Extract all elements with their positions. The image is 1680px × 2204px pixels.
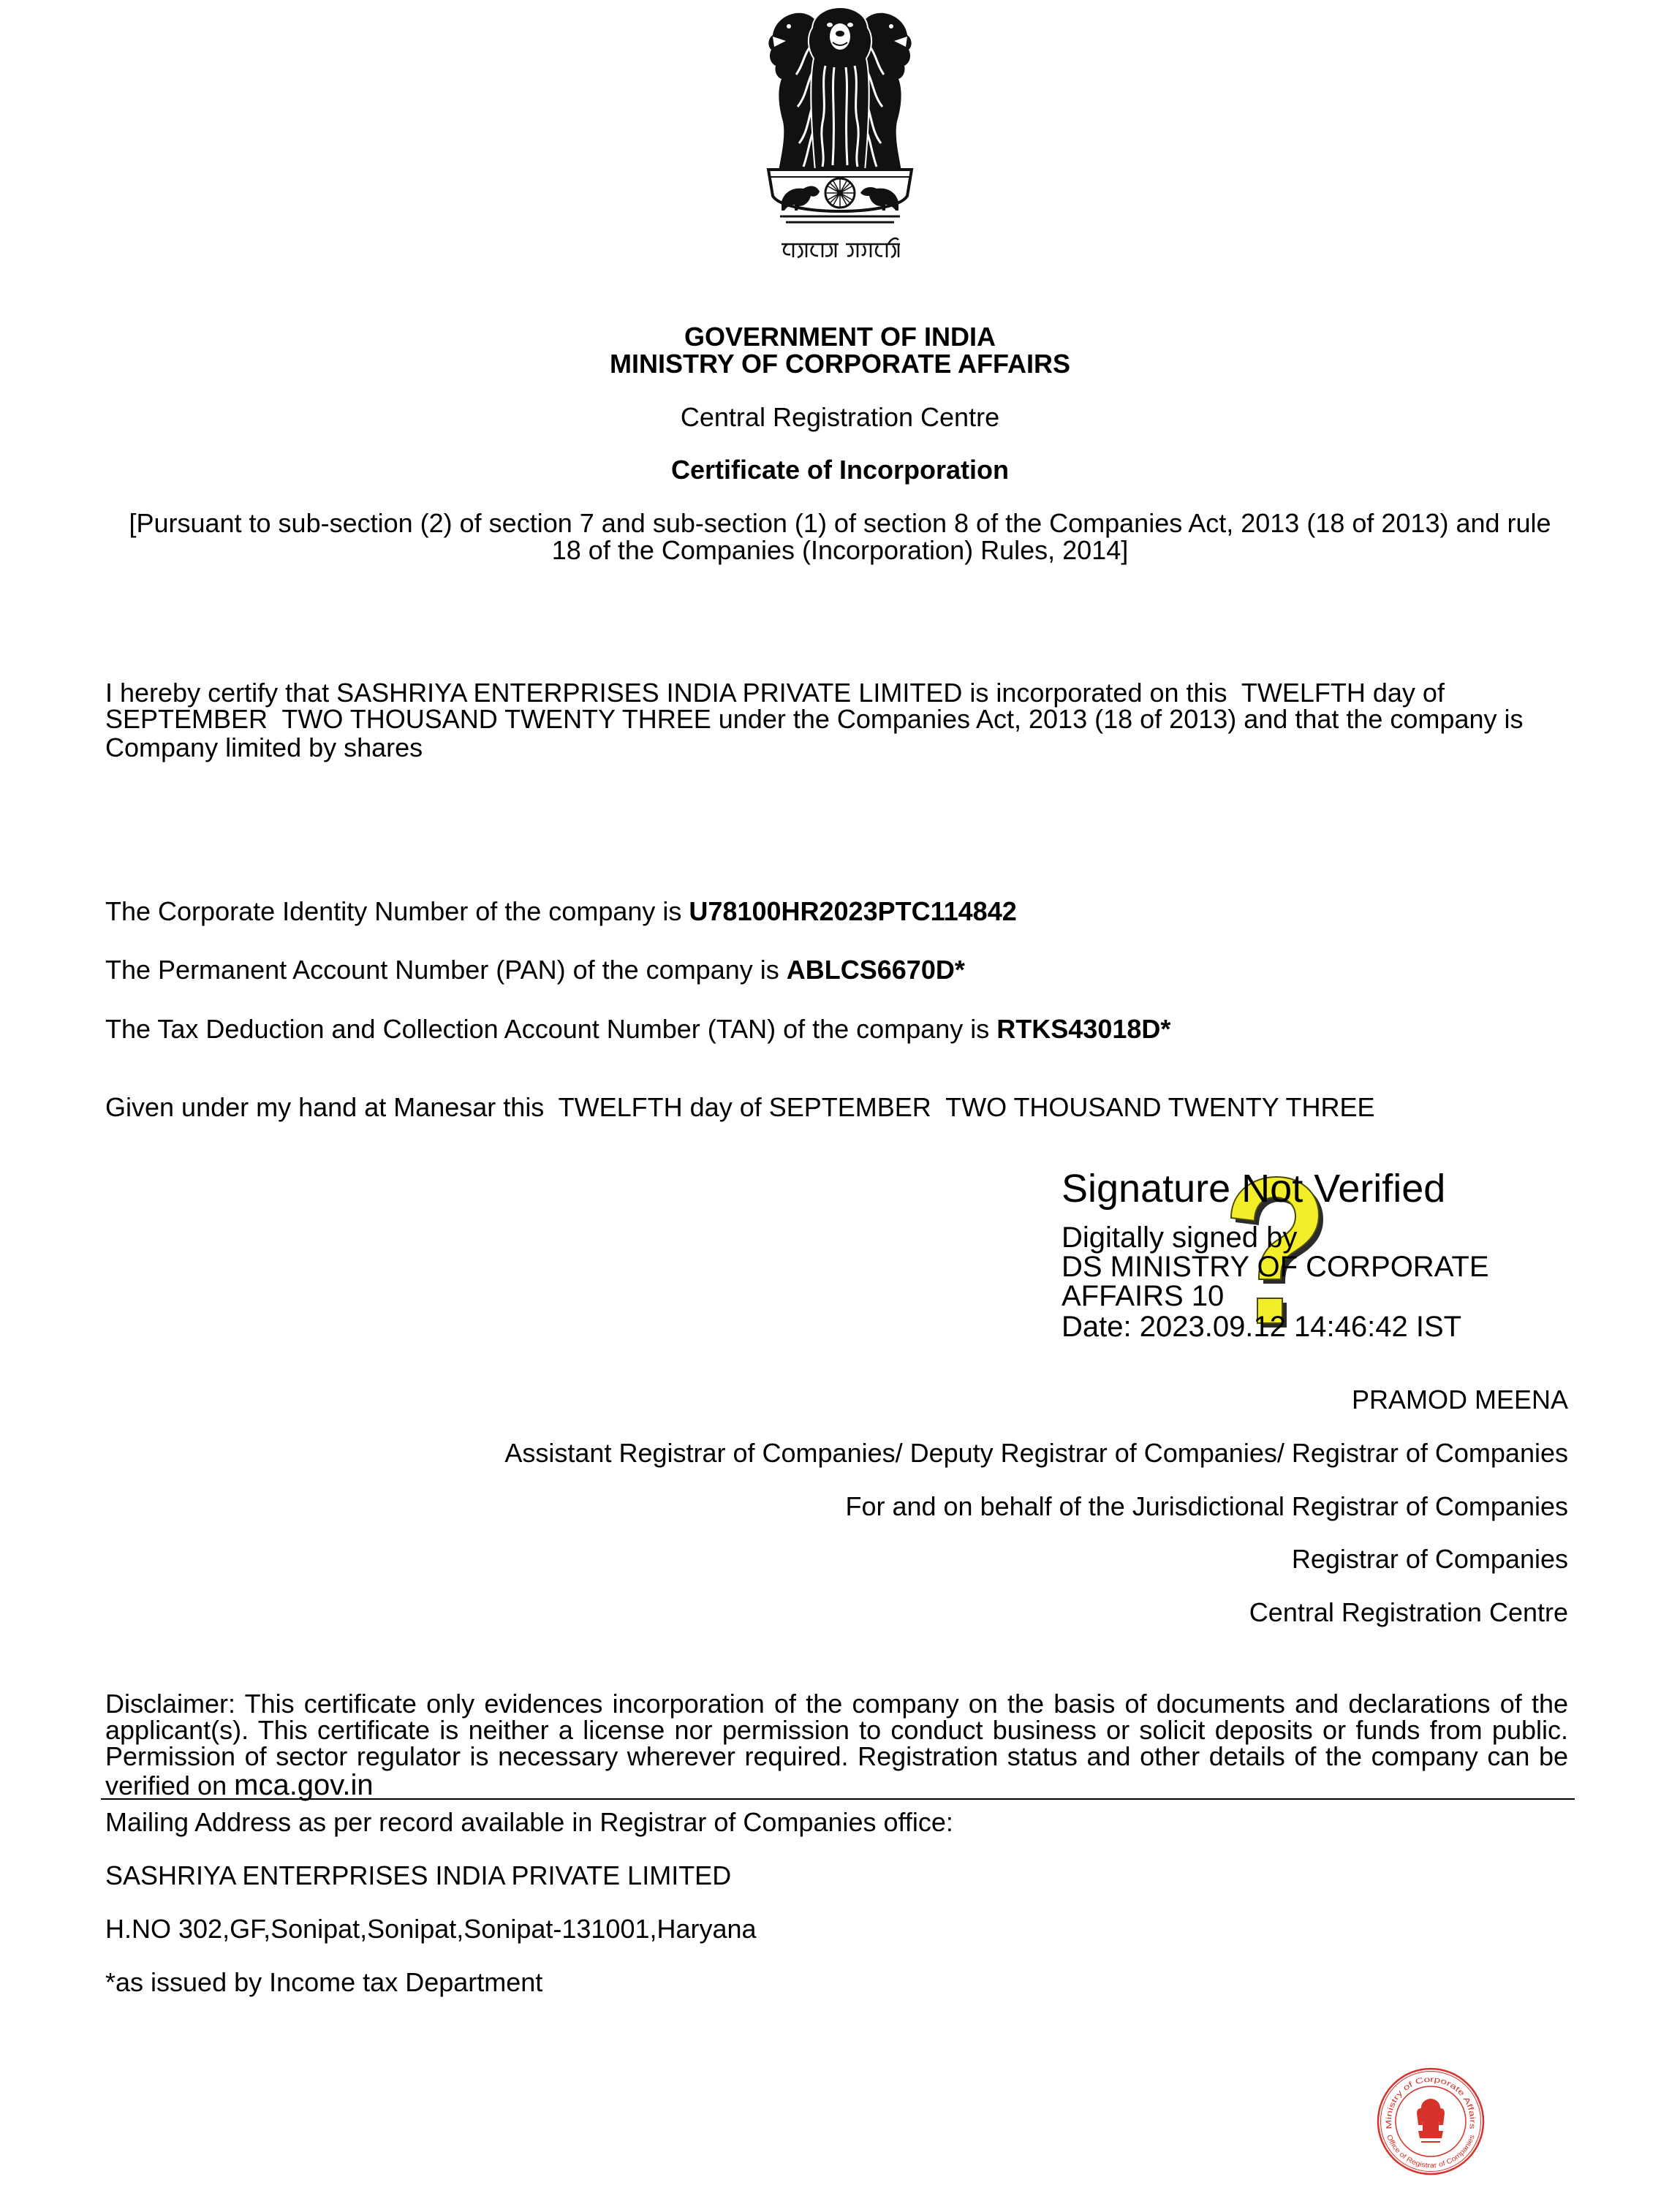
registrar-designation: Assistant Registrar of Companies/ Deputy Registrar of Companies/ Registrar of Companies (504, 1438, 1568, 1468)
ministry-heading: MINISTRY OF CORPORATE AFFAIRS (609, 349, 1071, 379)
certification-line-1: I hereby certify that SASHRIYA ENTERPRISES INDIA PRIVATE LIMITED is incorporated on this TWELFTH day of (105, 678, 1445, 708)
pan-value: ABLCS6670D* (786, 955, 965, 985)
pursuant-line-1: [Pursuant to sub-section (2) of section 7 and sub-section (1) of section 8 of the Companies Act, 2013 (18 of 2013) and rule (129, 508, 1551, 538)
seal-emblem-icon (1417, 2099, 1445, 2143)
signature-signed-by: Digitally signed by (1062, 1222, 1298, 1254)
signature-signer-line-2: AFFAIRS 10 (1062, 1280, 1225, 1312)
pan-label: The Permanent Account Number (PAN) of the company is (105, 955, 779, 985)
pan-line (105, 956, 965, 984)
registrar-name: PRAMOD MEENA (1351, 1385, 1568, 1415)
registrar-behalf: For and on behalf of the Jurisdictional Registrar of Companies (845, 1491, 1568, 1521)
mca-link[interactable]: mca.gov.in (234, 1769, 374, 1801)
certification-line-3: Company limited by shares (105, 732, 423, 762)
disclaimer-line-2: applicant(s). This certificate is neither a license nor permission to conduct business or solicit deposits or funds from public. (105, 1715, 1568, 1745)
national-emblem-icon (752, 4, 928, 268)
disclaimer-line-4 (105, 1771, 1568, 1800)
signature-status: Signature Not Verified (1062, 1167, 1446, 1211)
pursuant-line-2: 18 of the Companies (Incorporation) Rules, 2014] (551, 535, 1129, 565)
government-heading: GOVERNMENT OF INDIA (684, 322, 996, 352)
registration-centre: Central Registration Centre (680, 402, 1000, 432)
emblem-abacus (768, 170, 912, 222)
certification-line-2: SEPTEMBER TWO THOUSAND TWENTY THREE under the Companies Act, 2013 (18 of 2013) and that the company is (105, 704, 1524, 734)
given-under-hand: Given under my hand at Manesar this TWELFTH day of SEPTEMBER TWO THOUSAND TWENTY THREE (105, 1092, 1375, 1122)
cin-label: The Corporate Identity Number of the company is (105, 896, 682, 926)
disclaimer-line-3: Permission of sector regulator is necessary wherever required. Registration status and other details of the company can be (105, 1741, 1568, 1771)
disclaimer-line-1: Disclaimer: This certificate only evidences incorporation of the company on the basis of documents and declarations of the (105, 1689, 1568, 1719)
mailing-company: SASHRIYA ENTERPRISES INDIA PRIVATE LIMITED (105, 1860, 732, 1890)
tan-label: The Tax Deduction and Collection Account Number (TAN) of the company is (105, 1014, 990, 1044)
disclaimer-verified-on: verified on (105, 1771, 227, 1800)
signature-date: Date: 2023.09.12 14:46:42 IST (1062, 1311, 1462, 1343)
certificate-title: Certificate of Incorporation (670, 455, 1010, 485)
cin-value: U78100HR2023PTC114842 (689, 896, 1017, 926)
registrar-centre: Central Registration Centre (1249, 1597, 1568, 1627)
footnote: *as issued by Income tax Department (105, 1967, 543, 1997)
tan-value: RTKS43018D* (996, 1014, 1171, 1044)
mailing-heading: Mailing Address as per record available in Registrar of Companies office: (105, 1807, 953, 1837)
cin-line (105, 898, 1017, 925)
signature-signer-line-1: DS MINISTRY OF CORPORATE (1062, 1251, 1489, 1283)
ministry-seal (1376, 2067, 1486, 2176)
tan-line (105, 1015, 1170, 1043)
emblem-motto (782, 238, 900, 257)
mailing-address: H.NO 302,GF,Sonipat,Sonipat,Sonipat-131001,Haryana (105, 1914, 757, 1944)
dharma-chakra-icon (825, 178, 855, 208)
seal-top-text: Ministry of Corporate Affairs (1385, 2075, 1477, 2130)
registrar-office: Registrar of Companies (1291, 1544, 1568, 1574)
seal-bottom-text: Office of Registrar of Companies (1385, 2133, 1477, 2170)
emblem-lion-center (809, 7, 871, 171)
